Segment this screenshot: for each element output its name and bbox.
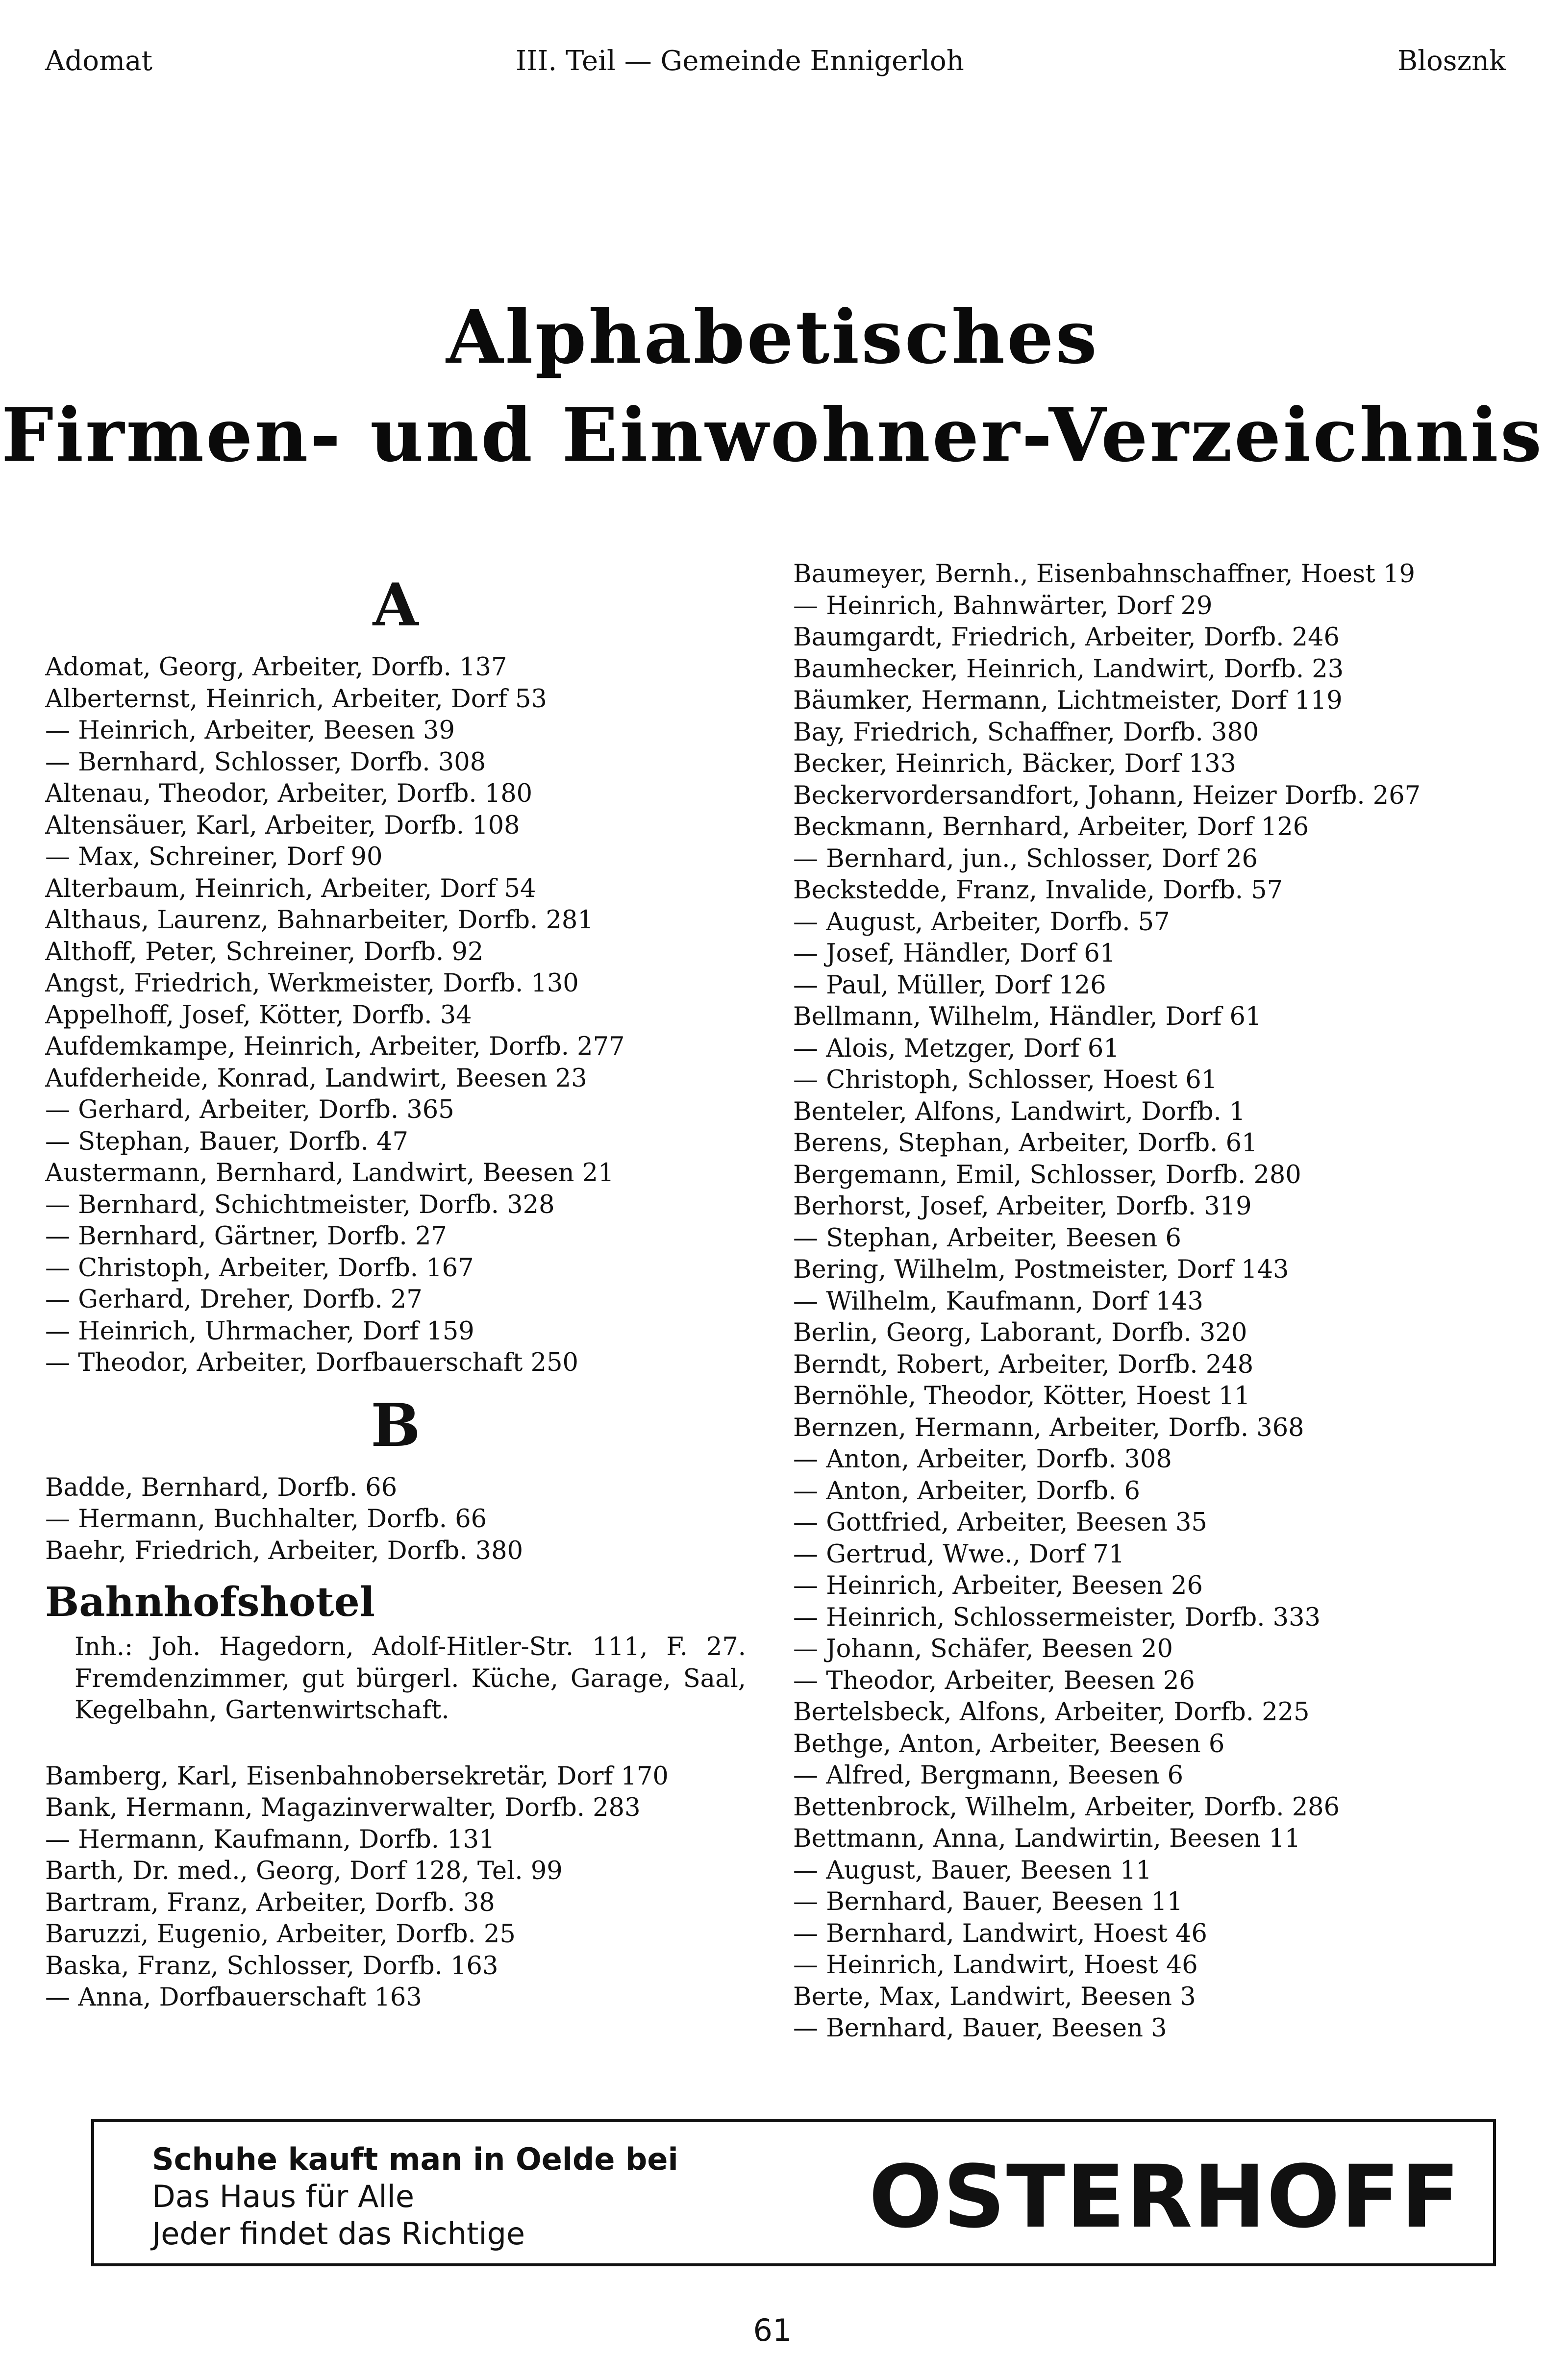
directory-entry: — Heinrich, Arbeiter, Beesen 26 <box>793 1571 1203 1600</box>
directory-entry: Berte, Max, Landwirt, Beesen 3 <box>793 1982 1196 2011</box>
directory-entry: Bettenbrock, Wilhelm, Arbeiter, Dorfb. 286 <box>793 1792 1340 1822</box>
directory-entry: Bank, Hermann, Magazinverwalter, Dorfb. 283 <box>45 1793 641 1822</box>
directory-entry: Altenau, Theodor, Arbeiter, Dorfb. 180 <box>45 779 533 808</box>
directory-entry: Aufdemkampe, Heinrich, Arbeiter, Dorfb. 277 <box>45 1032 625 1061</box>
directory-entry: Baumgardt, Friedrich, Arbeiter, Dorfb. 246 <box>793 623 1340 652</box>
directory-entry: — Stephan, Bauer, Dorfb. 47 <box>45 1127 408 1156</box>
directory-entry: — Anton, Arbeiter, Dorfb. 6 <box>793 1476 1140 1506</box>
ad-brand-name: OSTERHOFF <box>869 2147 1461 2247</box>
directory-entry: — Anna, Dorfbauerschaft 163 <box>45 1983 422 2012</box>
directory-entry: Althoff, Peter, Schreiner, Dorfb. 92 <box>45 937 484 967</box>
directory-entry: Berens, Stephan, Arbeiter, Dorfb. 61 <box>793 1129 1258 1158</box>
ad-line-3: Jeder findet das Richtige <box>152 2216 525 2252</box>
directory-entry: — Christoph, Schlosser, Hoest 61 <box>793 1066 1218 1094</box>
section-letter-a: A <box>373 570 419 640</box>
directory-entry: — Hermann, Buchhalter, Dorfb. 66 <box>45 1505 487 1534</box>
directory-entry: Bartram, Franz, Arbeiter, Dorfb. 38 <box>45 1888 495 1917</box>
directory-entry: — Gerhard, Dreher, Dorfb. 27 <box>45 1285 423 1314</box>
directory-entry: — Bernhard, Schlosser, Dorfb. 308 <box>45 747 486 777</box>
directory-entry: — Gertrud, Wwe., Dorf 71 <box>793 1539 1125 1569</box>
directory-entry: — Alfred, Bergmann, Beesen 6 <box>793 1761 1184 1790</box>
directory-entry: Baehr, Friedrich, Arbeiter, Dorfb. 380 <box>45 1536 523 1565</box>
directory-entry: Adomat, Georg, Arbeiter, Dorfb. 137 <box>45 653 507 682</box>
directory-entry: — Paul, Müller, Dorf 126 <box>793 970 1106 1000</box>
directory-entry: Appelhoff, Josef, Kötter, Dorfb. 34 <box>45 1000 472 1030</box>
directory-entry: — Heinrich, Arbeiter, Beesen 39 <box>45 716 455 745</box>
directory-entry: — Bernhard, Gärtner, Dorfb. 27 <box>45 1222 447 1251</box>
directory-entry: — Anton, Arbeiter, Dorfb. 308 <box>793 1445 1172 1474</box>
directory-entry: Bethge, Anton, Arbeiter, Beesen 6 <box>793 1729 1225 1759</box>
hotel-name: Bahnhofshotel <box>45 1579 375 1626</box>
directory-entry: Baumeyer, Bernh., Eisenbahnschaffner, Hoest 19 <box>793 560 1415 589</box>
directory-entry: — Christoph, Arbeiter, Dorfb. 167 <box>45 1253 474 1283</box>
directory-entry: Badde, Bernhard, Dorfb. 66 <box>45 1473 398 1502</box>
section-a-list <box>45 652 746 1379</box>
directory-entry: — Gerhard, Arbeiter, Dorfb. 365 <box>45 1095 454 1124</box>
directory-entry: — August, Arbeiter, Dorfb. 57 <box>793 907 1170 937</box>
directory-entry: Bernöhle, Theodor, Kötter, Hoest 11 <box>793 1382 1250 1411</box>
ad-line-2: Das Haus für Alle <box>152 2179 414 2214</box>
hotel-info: Inh.: Joh. Hagedorn, Adolf-Hitler-Str. 111, F. 27. Fremdenzimmer, gut bürgerl. Küche, Garage, Saal, Kegelbahn, Gartenwirtschaft. <box>75 1633 746 1725</box>
directory-entry: — Bernhard, Landwirt, Hoest 46 <box>793 1919 1207 1948</box>
directory-entry: Berlin, Georg, Laborant, Dorfb. 320 <box>793 1318 1247 1347</box>
section-letter-b: B <box>371 1390 421 1460</box>
directory-entry: Berndt, Robert, Arbeiter, Dorfb. 248 <box>793 1350 1254 1379</box>
right-column <box>793 559 1494 2045</box>
directory-entry: — Heinrich, Schlossermeister, Dorfb. 333 <box>793 1603 1321 1632</box>
directory-entry: — Bernhard, Bauer, Beesen 3 <box>793 2014 1167 2043</box>
directory-entry: — Bernhard, jun., Schlosser, Dorf 26 <box>793 844 1258 873</box>
left-column <box>45 559 746 2014</box>
directory-entry: — Johann, Schäfer, Beesen 20 <box>793 1635 1173 1663</box>
directory-entry: — Theodor, Arbeiter, Dorfbauerschaft 250 <box>45 1348 578 1377</box>
directory-entry: Alberternst, Heinrich, Arbeiter, Dorf 53 <box>45 684 547 714</box>
running-head-right: Blosznk <box>1397 45 1506 77</box>
directory-entry: Bamberg, Karl, Eisenbahnobersekretär, Dorf 170 <box>45 1761 669 1791</box>
advertisement-text <box>152 2141 678 2253</box>
directory-entry: Bäumker, Hermann, Lichtmeister, Dorf 119 <box>793 686 1343 715</box>
directory-entry: — August, Bauer, Beesen 11 <box>793 1856 1152 1885</box>
page-number: 61 <box>753 2312 792 2348</box>
running-head-center: III. Teil — Gemeinde Ennigerloh <box>516 45 964 77</box>
directory-entry: — Wilhelm, Kaufmann, Dorf 143 <box>793 1287 1203 1316</box>
directory-entry: — Bernhard, Bauer, Beesen 11 <box>793 1887 1183 1916</box>
directory-entry: — Alois, Metzger, Dorf 61 <box>793 1034 1120 1063</box>
directory-entry: — Heinrich, Bahnwärter, Dorf 29 <box>793 591 1213 620</box>
directory-entry: Beckmann, Bernhard, Arbeiter, Dorf 126 <box>793 813 1309 842</box>
page-title-line-2: Firmen- und Einwohner-Verzeichnis <box>1 392 1544 478</box>
directory-entry: Bernzen, Hermann, Arbeiter, Dorfb. 368 <box>793 1413 1304 1442</box>
directory-entry: Barth, Dr. med., Georg, Dorf 128, Tel. 99 <box>45 1857 563 1885</box>
directory-entry: Bering, Wilhelm, Postmeister, Dorf 143 <box>793 1255 1289 1284</box>
directory-entry: — Bernhard, Schichtmeister, Dorfb. 328 <box>45 1190 555 1219</box>
directory-entry: Bettmann, Anna, Landwirtin, Beesen 11 <box>793 1824 1301 1853</box>
directory-entry: Baska, Franz, Schlosser, Dorfb. 163 <box>45 1951 498 1981</box>
directory-entry: — Theodor, Arbeiter, Beesen 26 <box>793 1666 1195 1695</box>
page-title-line-1: Alphabetisches <box>446 294 1099 380</box>
directory-entry: Alterbaum, Heinrich, Arbeiter, Dorf 54 <box>45 874 536 903</box>
directory-entry: Angst, Friedrich, Werkmeister, Dorfb. 130 <box>45 969 579 998</box>
directory-entry: Baruzzi, Eugenio, Arbeiter, Dorfb. 25 <box>45 1920 516 1949</box>
advertisement-box <box>91 2119 1496 2266</box>
section-b-list-right <box>793 559 1494 2045</box>
directory-entry: — Heinrich, Landwirt, Hoest 46 <box>793 1951 1198 1980</box>
running-head-left: Adomat <box>45 45 152 77</box>
directory-entry: Bellmann, Wilhelm, Händler, Dorf 61 <box>793 1002 1262 1031</box>
directory-entry: — Max, Schreiner, Dorf 90 <box>45 843 383 871</box>
directory-entry: Austermann, Bernhard, Landwirt, Beesen 21 <box>45 1159 614 1188</box>
directory-entry: — Gottfried, Arbeiter, Beesen 35 <box>793 1508 1207 1537</box>
directory-entry: Baumhecker, Heinrich, Landwirt, Dorfb. 23 <box>793 654 1344 684</box>
directory-entry: — Josef, Händler, Dorf 61 <box>793 939 1116 968</box>
ad-line-1: Schuhe kauft man in Oelde bei <box>152 2141 678 2177</box>
directory-entry: — Heinrich, Uhrmacher, Dorf 159 <box>45 1316 474 1346</box>
directory-entry: Beckstedde, Franz, Invalide, Dorfb. 57 <box>793 876 1283 905</box>
directory-entry: Althaus, Laurenz, Bahnarbeiter, Dorfb. 281 <box>45 906 594 935</box>
directory-entry: — Stephan, Arbeiter, Beesen 6 <box>793 1223 1181 1253</box>
directory-entry: — Hermann, Kaufmann, Dorfb. 131 <box>45 1825 495 1854</box>
directory-entry: Becker, Heinrich, Bäcker, Dorf 133 <box>793 749 1236 778</box>
directory-entry: Bergemann, Emil, Schlosser, Dorfb. 280 <box>793 1160 1301 1190</box>
directory-entry: Benteler, Alfons, Landwirt, Dorfb. 1 <box>793 1097 1246 1126</box>
running-head <box>45 45 1506 84</box>
directory-entry: Bay, Friedrich, Schaffner, Dorfb. 380 <box>793 718 1259 747</box>
directory-entry: Beckervordersandfort, Johann, Heizer Dorfb. 267 <box>793 781 1421 810</box>
directory-entry: Altensäuer, Karl, Arbeiter, Dorfb. 108 <box>45 811 520 840</box>
directory-entry: Berhorst, Josef, Arbeiter, Dorfb. 319 <box>793 1192 1252 1221</box>
section-b-list-start <box>45 1472 746 1567</box>
section-b-list-continued <box>45 1761 746 2014</box>
directory-entry: Bertelsbeck, Alfons, Arbeiter, Dorfb. 225 <box>793 1698 1310 1727</box>
directory-entry: Aufderheide, Konrad, Landwirt, Beesen 23 <box>45 1064 587 1093</box>
